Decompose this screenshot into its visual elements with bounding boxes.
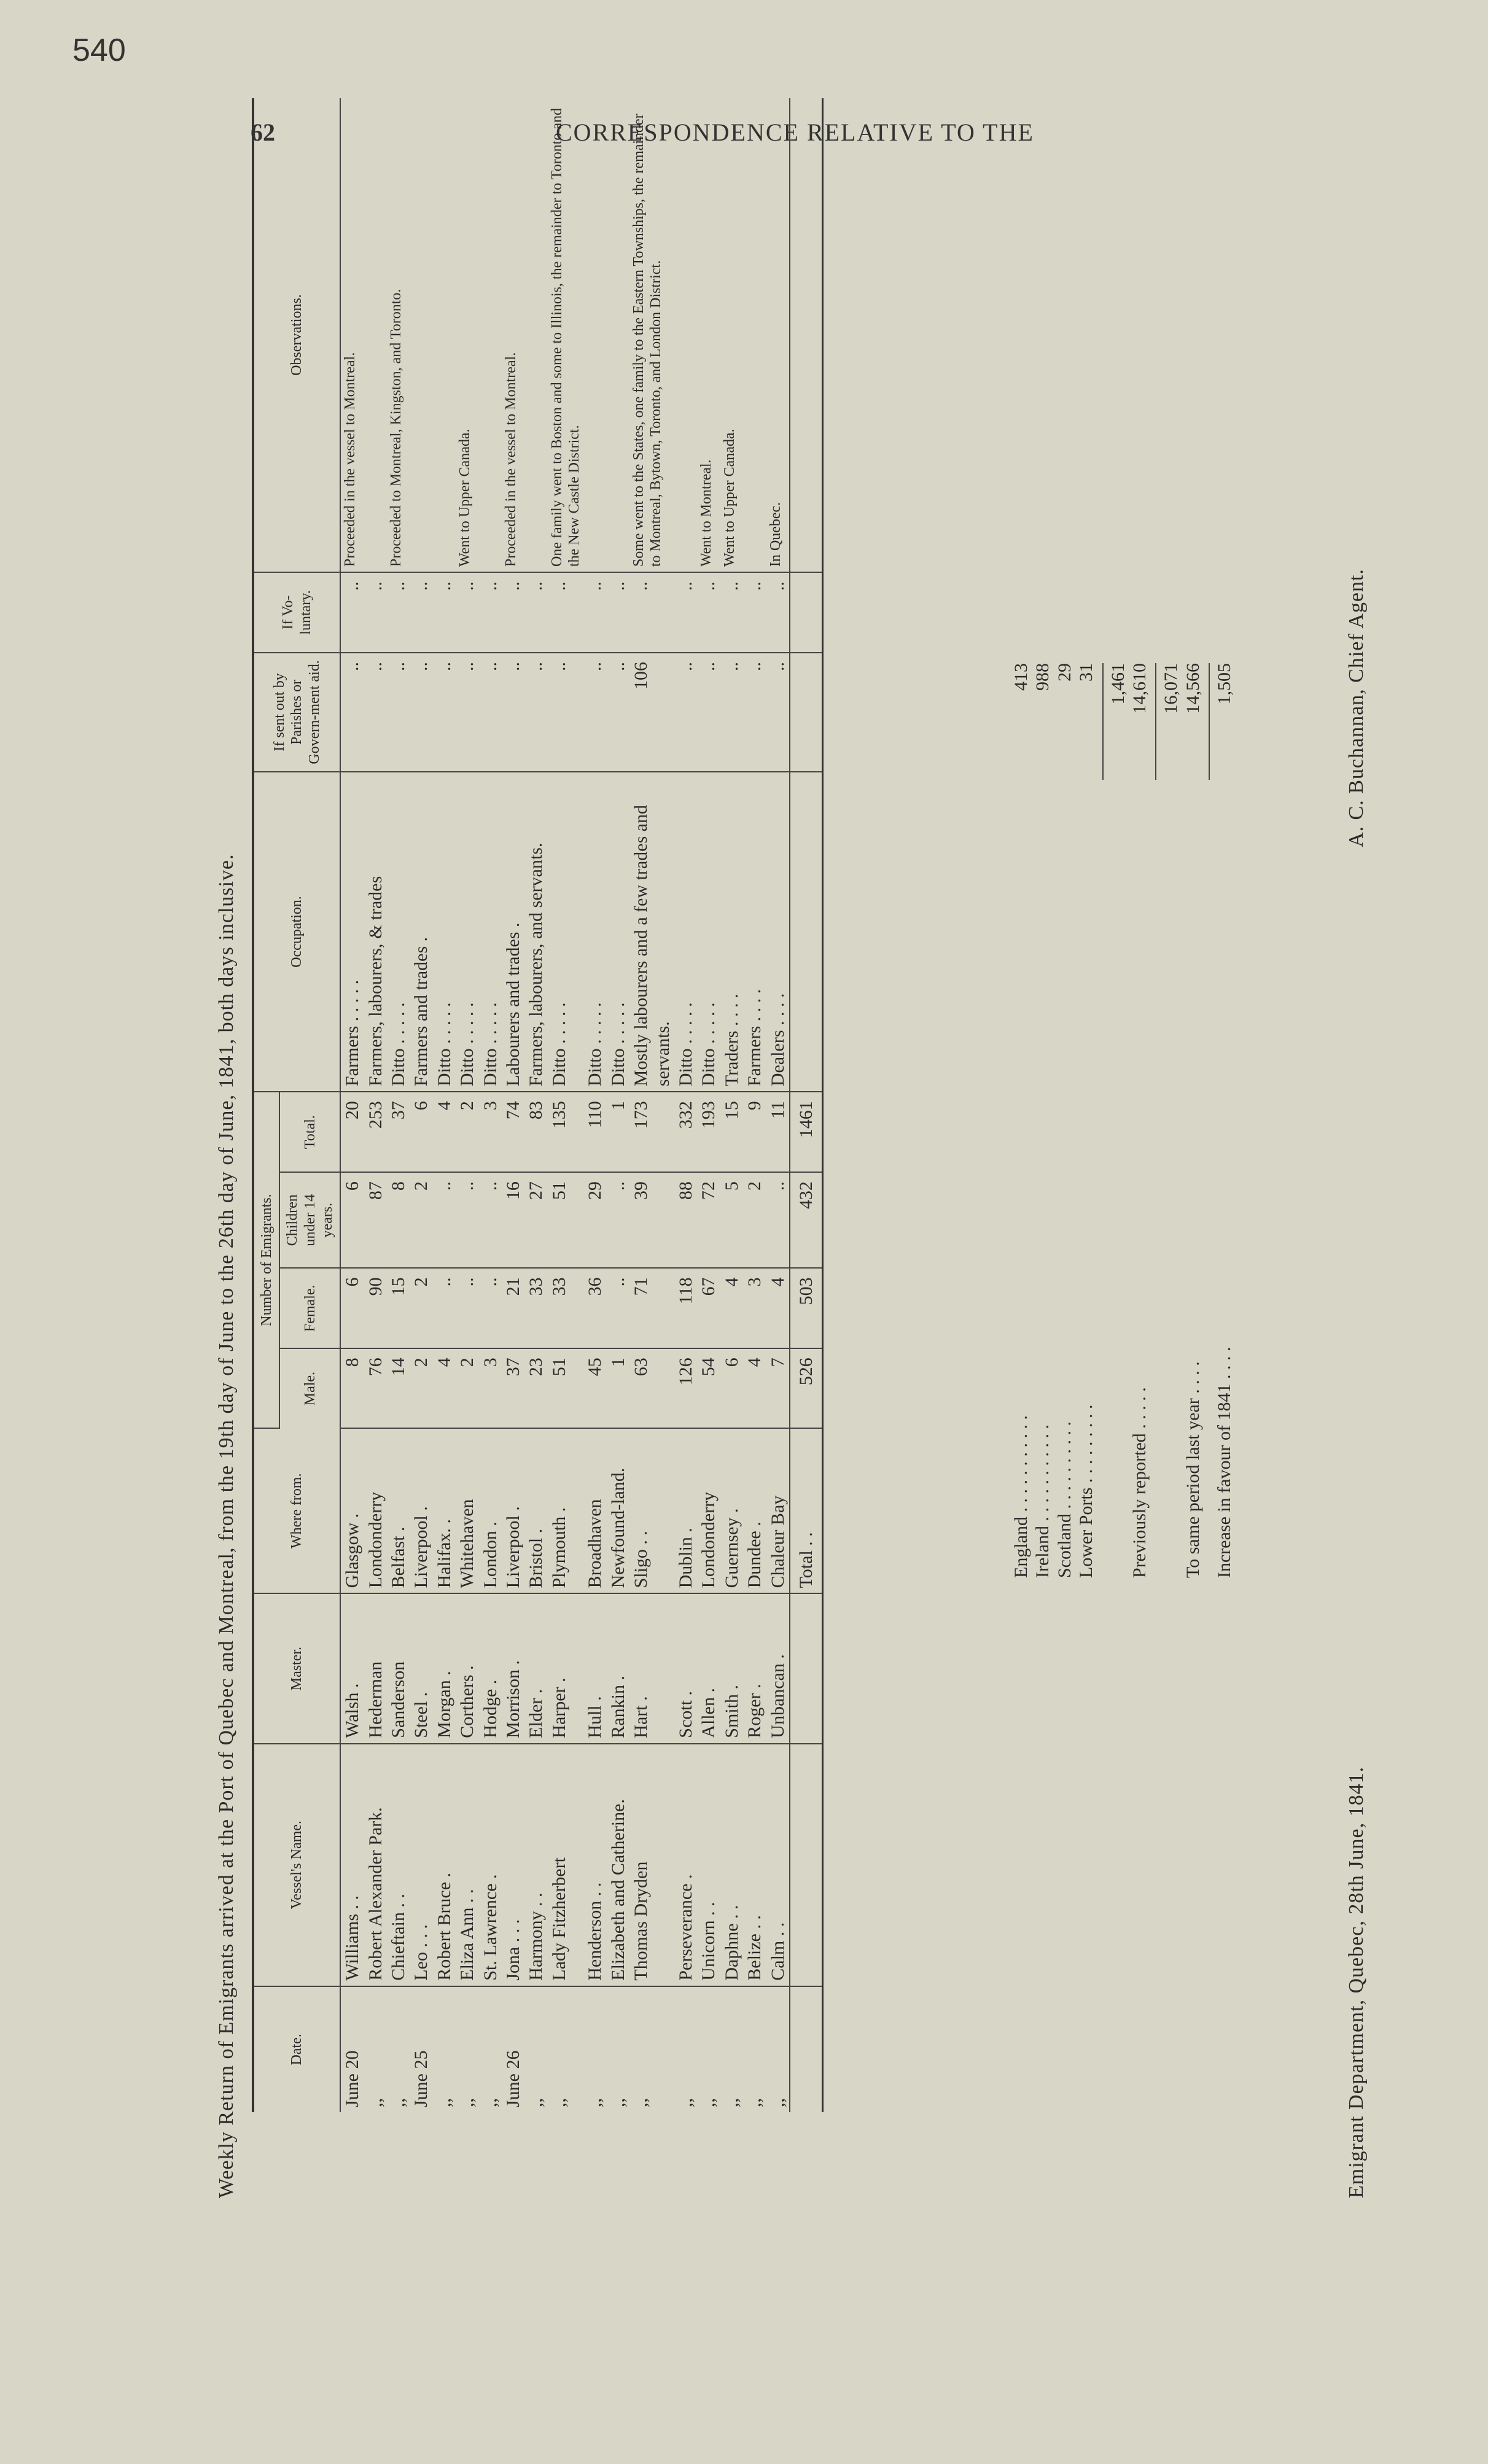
totals-empty-cell [790,653,823,772]
cell-children: .. [766,1172,790,1268]
col-occupation: Occupation. [253,772,340,1092]
cell-children: 16 [502,1172,524,1268]
cell-children: 51 [548,1172,584,1268]
cell-master: Allen . [697,1593,720,1743]
cell-master: Hart . [629,1593,674,1743]
cell-master: Sanderson [387,1593,410,1743]
cell-occupation: Ditto . . . . . [387,772,410,1092]
cell-from: Glasgow . [340,1428,364,1593]
cell-voluntary: .. [502,572,524,653]
cell-from: Belfast . [387,1428,410,1593]
summary-label: Lower Ports . . . . . . . . . [1076,1404,1097,1578]
cell-obs: Proceeded to Montreal, Kingston, and Toronto. [387,98,410,572]
cell-total: 110 [583,1092,606,1172]
summary-total-row [1107,663,1129,1578]
table-row [720,98,743,2112]
cell-total: 20 [340,1092,364,1172]
summary-row [1075,663,1097,1578]
cell-date: ,, [365,2098,386,2107]
cell-vessel: Williams . . [340,1744,364,1986]
previously-reported-label: Previously reported . . . . . [1129,1387,1150,1578]
cell-female: 6 [340,1268,364,1348]
summary-rule-3 [1209,663,1210,780]
cell-vessel: Robert Bruce . [433,1744,456,1986]
summary-value: 29 [1054,663,1075,682]
cell-vessel: Calm . . [766,1744,790,1986]
summary-value: 31 [1076,663,1097,682]
cell-voluntary: .. [674,572,697,653]
totals-empty-cell [790,1593,823,1743]
cell-obs: Went to Upper Canada. [720,98,743,572]
cell-parishes: .. [548,653,584,772]
col-number-group: Number of Emigrants. [253,1092,279,1428]
last-year-value: 14,566 [1182,663,1203,714]
cell-male: 63 [629,1348,674,1428]
cell-date: ,, [388,2098,409,2107]
cell-vessel: Chieftain . . [387,1744,410,1986]
summary-block [1010,663,1236,1578]
cell-obs: Proceeded in the vessel to Montreal. [340,98,364,572]
cell-from: Dundee . [743,1428,766,1593]
cell-parishes: .. [743,653,766,772]
cell-male: 76 [364,1348,387,1428]
cell-date: ,, [434,2098,454,2107]
cell-male: 8 [340,1348,364,1428]
summary-row [1032,663,1053,1578]
cell-vessel: Perseverance . [674,1744,697,1986]
cell-parishes: .. [456,653,478,772]
cell-occupation: Ditto . . . . . [456,772,478,1092]
summary-label: England . . . . . . . . . . . [1011,1415,1031,1578]
cell-obs: Went to Upper Canada. [456,98,478,572]
cell-occupation: Ditto . . . . . [479,772,502,1092]
cell-master: Roger . [743,1593,766,1743]
header-page-number: 62 [251,119,275,146]
col-observations: Observations. [253,98,340,572]
cell-obs: Some went to the States, one family to the Eastern Townships, the remainder to Montreal, Bytown, Toronto, and London District. [629,98,674,572]
cell-female: 33 [548,1268,584,1348]
table-row [524,98,547,2112]
cell-parishes: .. [720,653,743,772]
col-master: Master. [253,1593,340,1743]
cell-female: 67 [697,1268,720,1348]
cell-male: 3 [479,1348,502,1428]
cell-from: Dublin . [674,1428,697,1593]
cell-voluntary: .. [548,572,584,653]
cell-vessel: Elizabeth and Catherine. [607,1744,629,1986]
col-children: Children under 14 years. [279,1172,340,1268]
cell-from: Plymouth . [548,1428,584,1593]
cell-female: .. [433,1268,456,1348]
grand-total-row [1160,663,1182,1578]
col-vessel: Vessel's Name. [253,1744,340,1986]
totals-total: 1461 [790,1092,823,1172]
previously-reported-value: 14,610 [1129,663,1150,714]
summary-label: Ireland . . . . . . . . . . . [1032,1424,1053,1578]
cell-children: 29 [583,1172,606,1268]
cell-obs [364,98,387,572]
cell-master: Unbancan . [766,1593,790,1743]
cell-total: 15 [720,1092,743,1172]
cell-occupation: Ditto . . . . . [697,772,720,1092]
totals-empty-cell [790,1744,823,1986]
col-female: Female. [279,1268,340,1348]
cell-date: ,, [675,2098,696,2107]
cell-occupation: Farmers, labourers, & trades [364,772,387,1092]
cell-master: Elder . [524,1593,547,1743]
cell-total: 332 [674,1092,697,1172]
cell-parishes: .. [583,653,606,772]
cell-female: 4 [720,1268,743,1348]
cell-female: 90 [364,1268,387,1348]
cell-children: 87 [364,1172,387,1268]
cell-from: Chaleur Bay [766,1428,790,1593]
cell-parishes: .. [697,653,720,772]
cell-voluntary: .. [479,572,502,653]
cell-total: 173 [629,1092,674,1172]
cell-male: 1 [607,1348,629,1428]
cell-master: Steel . [410,1593,432,1743]
summary-label: Scotland . . . . . . . . . . [1054,1421,1075,1578]
emigrant-return-table [252,98,824,2112]
cell-master: Hull . [583,1593,606,1743]
cell-female: .. [607,1268,629,1348]
footer-signature: A. C. Buchannan, Chief Agent. [1345,569,1368,847]
cell-male: 51 [548,1348,584,1428]
table-row [697,98,720,2112]
totals-label: Total . . [790,1428,823,1593]
totals-empty-cell [790,572,823,653]
cell-total: 1 [607,1092,629,1172]
cell-female: 71 [629,1268,674,1348]
cell-total: 3 [479,1092,502,1172]
totals-male: 526 [790,1348,823,1428]
cell-obs [479,98,502,572]
cell-total: 135 [548,1092,584,1172]
table-row [743,98,766,2112]
summary-rule-2 [1155,663,1156,780]
cell-vessel: Unicorn . . [697,1744,720,1986]
totals-empty-cell [790,98,823,572]
cell-male: 6 [720,1348,743,1428]
table-row [502,98,524,2112]
cell-male: 4 [433,1348,456,1428]
cell-date: ,, [457,2098,478,2107]
table-body [340,98,823,2112]
cell-children: .. [479,1172,502,1268]
cell-date: ,, [526,2098,547,2107]
table-row [629,98,674,2112]
cell-master: Hodge . [479,1593,502,1743]
cell-children: 27 [524,1172,547,1268]
cell-voluntary: .. [607,572,629,653]
cell-children: 6 [340,1172,364,1268]
cell-voluntary: .. [629,572,674,653]
cell-children: 2 [743,1172,766,1268]
cell-date: ,, [631,2098,652,2107]
cell-female: .. [456,1268,478,1348]
cell-from: Guernsey . [720,1428,743,1593]
cell-total: 37 [387,1092,410,1172]
cell-female: 15 [387,1268,410,1348]
cell-female: 21 [502,1268,524,1348]
cell-obs: In Quebec. [766,98,790,572]
cell-parishes: .. [524,653,547,772]
previously-reported-row [1129,663,1150,1578]
cell-obs [674,98,697,572]
cell-vessel: Leo . . . [410,1744,432,1986]
cell-master: Walsh . [340,1593,364,1743]
cell-parishes: .. [410,653,432,772]
cell-female: 33 [524,1268,547,1348]
running-header: CORRESPONDENCE RELATIVE TO THE [556,119,1034,146]
cell-voluntary: .. [720,572,743,653]
cell-parishes: .. [607,653,629,772]
summary-value: 988 [1032,663,1053,691]
cell-date: ,, [480,2098,501,2107]
cell-male: 45 [583,1348,606,1428]
cell-male: 54 [697,1348,720,1428]
cell-from: Londonderry [364,1428,387,1593]
table-row [583,98,606,2112]
cell-total: 9 [743,1092,766,1172]
totals-row [790,98,823,2112]
col-where-from: Where from. [253,1428,340,1593]
cell-female: 36 [583,1268,606,1348]
cell-parishes: .. [674,653,697,772]
totals-empty-cell [790,1986,823,2112]
cell-master: Smith . [720,1593,743,1743]
cell-date: ,, [585,2098,606,2107]
cell-obs [607,98,629,572]
cell-children: .. [456,1172,478,1268]
cell-date: ,, [698,2098,719,2107]
table-row [456,98,478,2112]
table-row [674,98,697,2112]
cell-total: 83 [524,1092,547,1172]
table-row [340,98,364,2112]
cell-occupation: Labourers and trades . [502,772,524,1092]
cell-vessel: St. Lawrence . [479,1744,502,1986]
summary-row [1054,663,1075,1578]
cell-total: 2 [456,1092,478,1172]
cell-occupation: Mostly labourers and a few trades and servants. [629,772,674,1092]
cell-vessel: Thomas Dryden [629,1744,674,1986]
cell-parishes: .. [479,653,502,772]
cell-male: 14 [387,1348,410,1428]
cell-master: Rankin . [607,1593,629,1743]
cell-obs [524,98,547,572]
summary-rule [1102,663,1104,780]
cell-parishes: .. [433,653,456,772]
cell-female: 3 [743,1268,766,1348]
cell-from: Broadhaven [583,1428,606,1593]
cell-occupation: Dealers . . . . [766,772,790,1092]
cell-voluntary: .. [364,572,387,653]
cell-occupation: Ditto . . . . . [583,772,606,1092]
table-row [433,98,456,2112]
increase-row [1213,663,1235,1578]
return-title: Weekly Return of Emigrants arrived at the Port of Quebec and Montreal, from the 19th day of June to the 26th day of June, 1841, both days inclusive. [215,853,238,2198]
cell-vessel: Jona . . . [502,1744,524,1986]
cell-from: Sligo . . [629,1428,674,1593]
col-male: Male. [279,1348,340,1428]
cell-obs [433,98,456,572]
cell-occupation: Ditto . . . . . [433,772,456,1092]
totals-children: 432 [790,1172,823,1268]
cell-male: 4 [743,1348,766,1428]
col-parishes: If sent out by Parishes or Govern-ment aid. [253,653,340,772]
cell-parishes: .. [766,653,790,772]
cell-total: 4 [433,1092,456,1172]
cell-parishes: .. [340,653,364,772]
cell-male: 2 [456,1348,478,1428]
cell-female: 2 [410,1268,432,1348]
cell-date: ,, [721,2098,742,2107]
cell-vessel: Eliza Ann . . [456,1744,478,1986]
totals-female: 503 [790,1268,823,1348]
cell-voluntary: .. [387,572,410,653]
cell-female: 4 [766,1268,790,1348]
cell-from: Bristol . [524,1428,547,1593]
table-row [387,98,410,2112]
cell-total: 11 [766,1092,790,1172]
summary-rows [1010,663,1097,1578]
cell-obs: One family went to Boston and some to Illinois, the remainder to Toronto and the New Castle District. [548,98,584,572]
cell-from: Halifax. . [433,1428,456,1593]
table-row [766,98,790,2112]
summary-value: 413 [1011,663,1031,691]
cell-obs [410,98,432,572]
cell-occupation: Ditto . . . . . [548,772,584,1092]
cell-male: 126 [674,1348,697,1428]
cell-children: 8 [387,1172,410,1268]
cell-occupation: Ditto . . . . . [607,772,629,1092]
cell-total: 6 [410,1092,432,1172]
cell-voluntary: .. [456,572,478,653]
cell-children: 88 [674,1172,697,1268]
cell-voluntary: .. [697,572,720,653]
cell-voluntary: .. [743,572,766,653]
cell-date: ,, [607,2098,628,2107]
cell-total: 193 [697,1092,720,1172]
cell-date: June 25 [411,2050,432,2107]
cell-master: Corthers . [456,1593,478,1743]
cell-occupation: Farmers . . . . . [340,772,364,1092]
table-row [607,98,629,2112]
table-row [479,98,502,2112]
increase-value: 1,505 [1214,663,1235,705]
cell-children: .. [433,1172,456,1268]
cell-female: .. [479,1268,502,1348]
cell-vessel: Harmony . . [524,1744,547,1986]
cell-voluntary: .. [524,572,547,653]
col-total: Total. [279,1092,340,1172]
cell-master: Harper . [548,1593,584,1743]
summary-row [1010,663,1032,1578]
cell-from: Newfound-land. [607,1428,629,1593]
page-number: 540 [72,33,126,68]
cell-voluntary: .. [410,572,432,653]
cell-parishes: .. [387,653,410,772]
cell-master: Morgan . [433,1593,456,1743]
cell-parishes: .. [502,653,524,772]
cell-children: .. [607,1172,629,1268]
last-year-row [1182,663,1204,1578]
cell-voluntary: .. [766,572,790,653]
cell-master: Scott . [674,1593,697,1743]
col-voluntary: If Vo-luntary. [253,572,340,653]
cell-children: 5 [720,1172,743,1268]
summary-total: 1,461 [1107,663,1128,705]
table-row [364,98,387,2112]
cell-from: Whitehaven [456,1428,478,1593]
last-year-label: To same period last year . . . . [1182,1361,1203,1578]
cell-male: 37 [502,1348,524,1428]
totals-empty-cell [790,772,823,1092]
cell-from: London . [479,1428,502,1593]
cell-from: Liverpool . [410,1428,432,1593]
cell-parishes: .. [364,653,387,772]
cell-date: June 26 [502,2050,523,2107]
cell-voluntary: .. [433,572,456,653]
cell-male: 7 [766,1348,790,1428]
cell-obs [583,98,606,572]
cell-voluntary: .. [583,572,606,653]
col-date: Date. [253,1986,340,2112]
cell-vessel: Henderson . . [583,1744,606,1986]
cell-children: 39 [629,1172,674,1268]
cell-total: 253 [364,1092,387,1172]
footer-department: Emigrant Department, Quebec, 28th June, 1841. [1345,1766,1368,2198]
cell-occupation: Farmers, labourers, and servants. [524,772,547,1092]
table-row [410,98,432,2112]
cell-date: ,, [548,2098,569,2107]
cell-vessel: Belize . . [743,1744,766,1986]
summary-grand: 16,071 [1161,663,1182,714]
cell-children: 2 [410,1172,432,1268]
increase-label: Increase in favour of 1841 . . . . [1214,1347,1235,1578]
cell-from: Liverpool . [502,1428,524,1593]
cell-date: ,, [767,2098,788,2107]
cell-female: 118 [674,1268,697,1348]
cell-date: June 20 [342,2050,363,2107]
cell-voluntary: .. [340,572,364,653]
table-row [548,98,584,2112]
cell-occupation: Traders . . . . [720,772,743,1092]
cell-vessel: Daphne . . [720,1744,743,1986]
cell-male: 23 [524,1348,547,1428]
cell-from: Londonderry [697,1428,720,1593]
cell-obs [743,98,766,572]
cell-vessel: Robert Alexander Park. [364,1744,387,1986]
cell-occupation: Farmers and trades . [410,772,432,1092]
cell-obs: Went to Montreal. [697,98,720,572]
cell-date: ,, [744,2098,765,2107]
cell-children: 72 [697,1172,720,1268]
cell-vessel: Lady Fitzherbert [548,1744,584,1986]
cell-total: 74 [502,1092,524,1172]
cell-master: Hederman [364,1593,387,1743]
cell-occupation: Ditto . . . . . [674,772,697,1092]
cell-male: 2 [410,1348,432,1428]
cell-obs: Proceeded in the vessel to Montreal. [502,98,524,572]
cell-master: Morrison . [502,1593,524,1743]
cell-occupation: Farmers . . . . [743,772,766,1092]
cell-parishes: 106 [629,653,674,772]
